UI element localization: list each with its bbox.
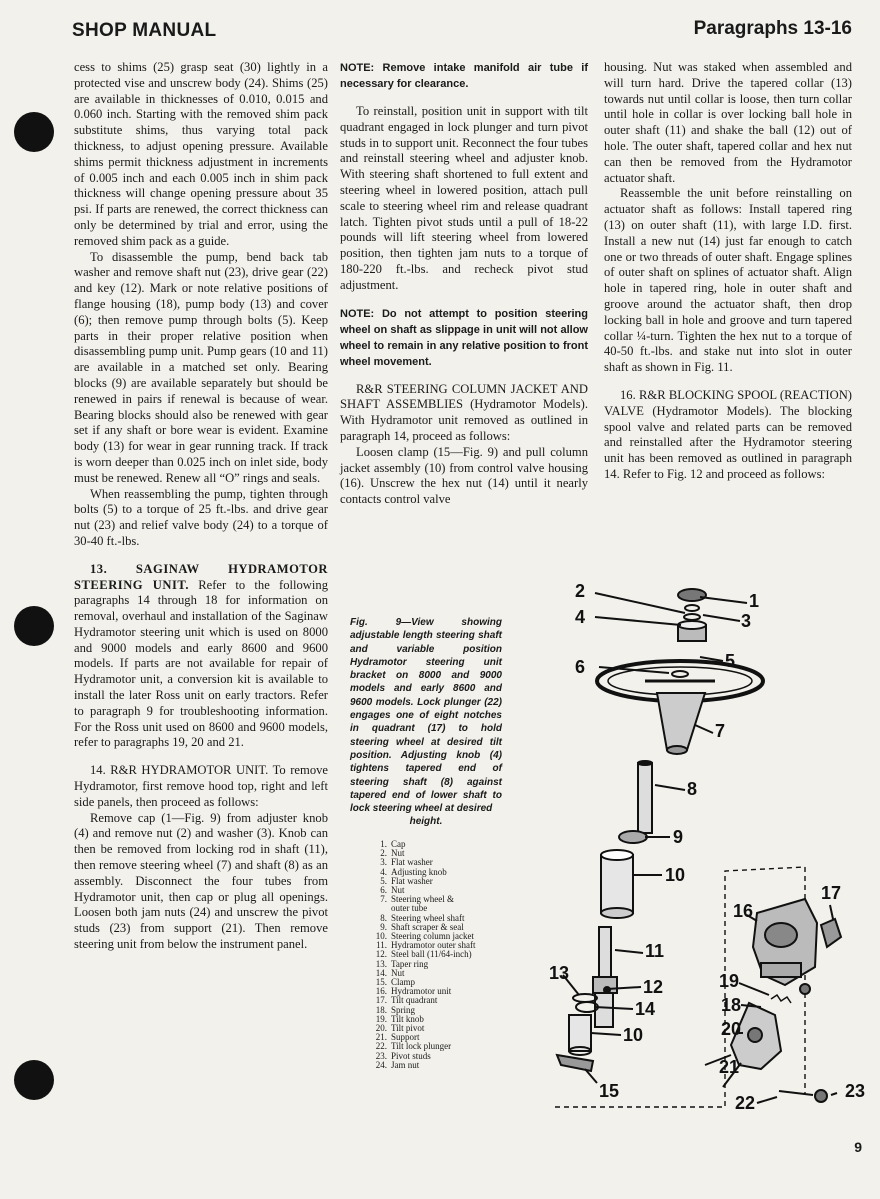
legend-label: Tilt knob bbox=[391, 1013, 424, 1024]
section-13 bbox=[74, 562, 328, 752]
pivot-stud-part bbox=[779, 1091, 813, 1095]
legend-label: Tilt lock plunger bbox=[391, 1041, 452, 1052]
part-callout: 5 bbox=[725, 651, 736, 671]
part-callout: 7 bbox=[715, 721, 726, 741]
tilt-quadrant-part bbox=[821, 919, 841, 947]
section-15 bbox=[340, 382, 588, 445]
part-callout: 23 bbox=[845, 1081, 866, 1101]
steering-shaft-part bbox=[638, 763, 652, 833]
legend-number: 13. bbox=[375, 958, 387, 969]
legend-number: 5. bbox=[380, 875, 387, 886]
legend-label: Cap bbox=[391, 839, 406, 849]
legend-label: Steering column jacket bbox=[391, 931, 474, 942]
binder-hole bbox=[14, 112, 54, 152]
legend-label: Steel ball (11/64-inch) bbox=[391, 949, 472, 960]
tilt-knob-part bbox=[800, 984, 810, 994]
figure-caption bbox=[350, 616, 502, 829]
paragraph: Reassemble the unit before reinstalling on actuator shaft as follows: Install tapered ring (13) on outer shaft (11), with large I.D. first. Install a new nut (14) just far enough to catch one or two threads of outer shaft. Engage splines of outer shaft on splines of actuator shaft. Align hole in tapered ring, hole in outer shaft and groove around the actuator shaft, then drop locking ball in hole and groove and turn tapered collar ¼-turn. Tighten the hex nut to a torque of 40-50 ft.-lbs. and stake nut into slot in outer shaft as shown in Fig. 11. bbox=[604, 186, 852, 375]
legend-label: Hydramotor outer shaft bbox=[391, 940, 476, 951]
section-heading: 14. R&R HYDRAMOTOR UNIT. bbox=[90, 763, 269, 778]
spring-part bbox=[771, 995, 791, 1003]
lower-jacket-part bbox=[569, 1015, 591, 1051]
legend-number: 12. bbox=[375, 949, 387, 960]
part-callout: 11 bbox=[645, 941, 665, 961]
caption-text: Fig. 9—View showing adjustable length steering shaft and variable position Hydramotor steering unit bracket on 8000 and 9000 models and early 8600 and 9600 models. Lock plunger (22) engages one of eight notches in quadrant (17) to hold steering wheel at desired tilt position. Adjusting knob (4) tightens tapered end of steering shaft (8) against tapered end of lower shaft to lock steering wheel at desired bbox=[350, 617, 502, 815]
nut-part bbox=[685, 605, 699, 611]
legend-number: 10. bbox=[375, 931, 387, 942]
steering-column-diagram bbox=[535, 575, 880, 1120]
part-callout: 9 bbox=[673, 827, 684, 847]
note: NOTE: Remove intake manifold air tube if necessary for clearance. bbox=[340, 62, 588, 90]
legend-label: Taper ring bbox=[391, 958, 429, 969]
paragraph: (Hydramotor Models). With Hydramotor unit removed as outlined in paragraph 14, proceed as follows: bbox=[340, 397, 588, 443]
paragraph: When reassembling the pump, tighten through bolts (5) to a torque of 25 ft.-lbs. and drive gear nut (23) and relief valve body (24) to a torque of 30-40 ft.-lbs. bbox=[74, 486, 328, 548]
part-callout: 18 bbox=[721, 995, 742, 1015]
legend-number: 21. bbox=[375, 1032, 387, 1043]
clamp-part bbox=[557, 1055, 593, 1071]
legend-label: Nut bbox=[391, 848, 405, 859]
taper-ring-part bbox=[573, 994, 597, 1002]
legend-number: 7. bbox=[380, 894, 387, 905]
part-callout: 13 bbox=[549, 963, 570, 983]
section-heading: R&R STEERING COLUMN JACKET AND SHAFT ASSEMBLIES bbox=[340, 381, 588, 412]
paragraph: housing. Nut was staked when assembled and will turn hard. Drive the tapered collar (13) towards nut until collar is loose, then turn collar until hole in collar is over locking ball hole in outer shaft (11) and shake the ball (12) out of hole. The outer shaft, tapered collar and hex nut can then be removed from the Hydramotor actuator shaft. bbox=[604, 60, 852, 185]
part-callout: 2 bbox=[575, 581, 586, 601]
legend-label: Clamp bbox=[391, 977, 415, 988]
paragraph: Loosen clamp (15—Fig. 9) and pull column jacket assembly (10) from control valve housing (16). Unscrew the hex nut (14) until it nearly contacts control valve bbox=[340, 444, 588, 507]
legend-number: 15. bbox=[375, 977, 387, 988]
page-number: 9 bbox=[854, 1139, 862, 1155]
paragraph: (Hydramotor Models). The blocking spool valve and related parts can be removed and reinstalled after the Hydramotor steering unit has been removed as outlined in paragraph 14. Refer to Fig. 12 and proceed as follows: bbox=[604, 403, 852, 481]
washer-part bbox=[684, 614, 700, 620]
legend-label: Flat washer bbox=[391, 875, 433, 886]
part-callout: 4 bbox=[575, 607, 586, 627]
legend-label: Adjusting knob bbox=[391, 866, 447, 877]
section-16 bbox=[604, 388, 852, 483]
part-callout: 22 bbox=[735, 1093, 756, 1113]
cap-part bbox=[678, 589, 706, 601]
legend-number: 4. bbox=[380, 866, 387, 877]
caption-end: height. bbox=[409, 816, 443, 828]
column-1 bbox=[74, 60, 328, 953]
legend-number: 19. bbox=[375, 1013, 387, 1024]
part-callout: 12 bbox=[643, 977, 664, 997]
section-heading: 16. R&R BLOCKING SPOOL (REACTION) VALVE bbox=[604, 387, 852, 418]
legend-number: 14. bbox=[375, 967, 387, 978]
paragraph: To remove Hydramotor, first remove hood top, right and left side panels, then proceed as follows: bbox=[74, 763, 329, 809]
page-header-right: Paragraphs 13-16 bbox=[693, 18, 852, 39]
legend-item bbox=[370, 1061, 505, 1070]
legend-label: Tilt pivot bbox=[391, 1023, 425, 1034]
legend-number: 11. bbox=[376, 940, 387, 951]
section-14 bbox=[74, 763, 328, 810]
part-callout: 19 bbox=[719, 971, 740, 991]
legend-number: 18. bbox=[375, 1004, 387, 1015]
part-callout: 20 bbox=[721, 1019, 742, 1039]
legend-number: 22. bbox=[375, 1041, 387, 1052]
outer-tube-part bbox=[657, 693, 705, 750]
legend-number: 8. bbox=[380, 912, 387, 923]
legend-label: outer tube bbox=[391, 903, 428, 914]
binder-hole bbox=[14, 606, 54, 646]
note: NOTE: Do not attempt to position steering wheel on shaft as slippage in unit will not allow wheel to remain in any relative position to front wheel movement. bbox=[340, 307, 588, 368]
legend-number: 24. bbox=[375, 1059, 387, 1070]
legend-number: 9. bbox=[380, 921, 387, 932]
part-callout: 10 bbox=[665, 865, 686, 885]
legend-label: Pivot studs bbox=[391, 1050, 431, 1061]
part-callout: 8 bbox=[687, 779, 698, 799]
shaft-scraper-part bbox=[619, 831, 647, 843]
legend-number: 6. bbox=[380, 885, 387, 896]
section-heading: 13. SAGINAW HYDRAMOTOR STEERING UNIT. bbox=[74, 561, 328, 592]
legend-number: 1. bbox=[380, 839, 387, 849]
legend-label: Spring bbox=[391, 1004, 416, 1015]
legend-label: Nut bbox=[391, 967, 405, 978]
legend-label: Flat washer bbox=[391, 857, 433, 868]
legend-number: 16. bbox=[375, 986, 387, 997]
figure-legend bbox=[370, 840, 505, 1070]
legend-number: 17. bbox=[375, 995, 387, 1006]
part-callout: 17 bbox=[821, 883, 842, 903]
outer-shaft-part bbox=[599, 927, 611, 977]
part-callout: 3 bbox=[741, 611, 752, 631]
binder-hole bbox=[14, 1060, 54, 1100]
jam-nut-part bbox=[815, 1090, 827, 1102]
legend-number: 3. bbox=[380, 857, 387, 868]
part-callout: 15 bbox=[599, 1081, 620, 1101]
part-callout: 6 bbox=[575, 657, 586, 677]
part-callout: 1 bbox=[749, 591, 760, 611]
legend-label: Steering wheel shaft bbox=[391, 912, 465, 923]
paragraph: To reinstall, position unit in support with tilt quadrant engaged in lock plunger and turn pivot studs in to support unit. Reconnect the four tubes and reinstall steering wheel and adjuster knob. With steering shaft shortened to full extent and steering wheel in lowered position, attach pull scale to steering wheel rim and release quadrant latch. Tighten pivot studs until a pull of 18-22 pounds will lift steering wheel from lowered position, then tighten jam nuts to a torque of 180-220 ft.-lbs. and recheck pivot stud adjustment. bbox=[340, 104, 588, 292]
legend-label: Shaft scraper & seal bbox=[391, 921, 464, 932]
legend-label: Jam nut bbox=[391, 1059, 420, 1070]
column-3 bbox=[604, 60, 852, 483]
legend-label: Nut bbox=[391, 885, 405, 896]
paragraph: Refer to the following paragraphs 14 through 18 for information on removal, overhaul and installation of the Saginaw Hydramotor steering unit which is used on 8000 and 9000 models and early 8600 and 9600 models. If parts are not available for repair of Hydramotor unit, a conversion kit is available to install the later Ross unit on early tractors. Refer to paragraph 9 for troubleshooting information. For the Ross unit used on 8600 and 9600 models, refer to paragraphs 19, 20 and 21. bbox=[74, 577, 328, 750]
paragraph: Remove cap (1—Fig. 9) from adjuster knob (4) and remove nut (2) and washer (3). Knob can then be removed from locking rod in shaft (11), then remove steering wheel (7) and shaft (8) as an assembly. Disconnect the four tubes from Hydramotor unit, then cap or plug all openings. Loosen both jam nuts (24) and unscrew the pivot studs (23) from support (21). Then remove steering unit from below the instrument panel. bbox=[74, 810, 328, 952]
legend-number: 2. bbox=[380, 848, 387, 859]
part-callout: 10 bbox=[623, 1025, 644, 1045]
column-jacket-part bbox=[601, 855, 633, 913]
paragraph: To disassemble the pump, bend back tab washer and remove shaft nut (23), drive gear (22) and key (12). Mark or note relative positions of flange housing (18), pump body (13) and cover (6); then remove pump through bolts (5). Keep parts in their proper relative position when disassembling pump unit. Pump gears (10 and 11) are available in a matched set only. Bearing blocks (9) are available separately but should be renewed in pairs if renewal is because of wear. Bearing blocks should also be renewed with gear set if any shaft or bore wear is evident. Examine body (13) for wear in gear running track. If track is worn deeper than 0.025 inch on inlet side, body must be renewed. Renew all “O” rings and seals. bbox=[74, 249, 328, 485]
legend-label: Steering wheel & bbox=[391, 894, 454, 905]
part-callout: 21 bbox=[719, 1057, 740, 1077]
column-2 bbox=[340, 60, 588, 508]
part-callout: 14 bbox=[635, 999, 656, 1019]
legend-label: Support bbox=[391, 1032, 420, 1043]
legend-label: Tilt quadrant bbox=[391, 995, 438, 1006]
page-header-left: SHOP MANUAL bbox=[72, 20, 217, 41]
legend-number: 20. bbox=[375, 1023, 387, 1034]
paragraph: cess to shims (25) grasp seat (30) lightly in a protected vise and unscrew body (24). Shims (25) are available in thicknesses of 0.010, 0.015 and 0.060 inch. Starting with the removed shim pack substitute shims, thus varying total pack thickness, to adjust opening pressure. Available shims permit thickness adjustment in increments of 0.005 inch and each 0.005 inch in shim pack thickness will change opening pressure about 35 psi. If parts are renewed, the correct thickness can only be determined by trial and error, using the removed shim pack as a guide. bbox=[74, 60, 328, 248]
legend-label: Hydramotor unit bbox=[391, 986, 452, 997]
legend-number: 23. bbox=[375, 1050, 387, 1061]
part-callout: 16 bbox=[733, 901, 754, 921]
